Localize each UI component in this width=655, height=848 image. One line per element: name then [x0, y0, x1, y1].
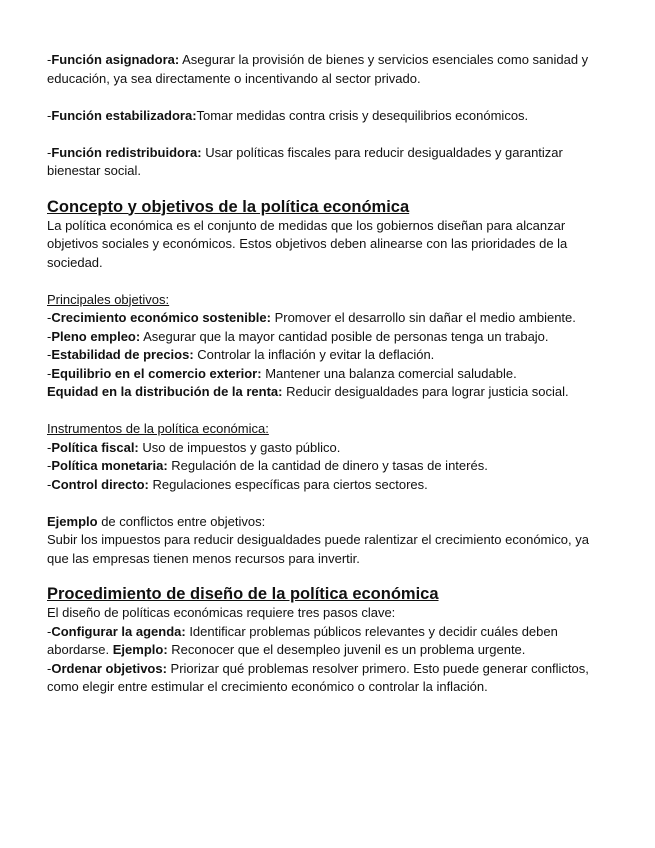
objetivo-item	[47, 309, 607, 328]
funcion-asignadora-text: Asegurar la provisión de bienes y servicios esenciales como sanidad y educación, ya sea directamente o incentivando al sector privado.	[47, 52, 589, 86]
ordenar-term: Ordenar objetivos:	[51, 660, 167, 676]
funcion-asignadora: -Función asignadora: Asegurar la provisión de bienes y servicios esenciales como sanidad y educación, ya sea directamente o incentivando al sector privado.	[47, 52, 589, 86]
objetivo-text: Controlar la inflación y evitar la deflación.	[193, 347, 435, 362]
ejemplo-text: Subir los impuestos para reducir desigualdades puede ralentizar el crecimiento económico, ya que las empresas tienen menos recursos para invertir.	[47, 532, 589, 566]
objetivo-prefix: -	[47, 347, 52, 362]
objetivo-text: Mantener una balanza comercial saludable.	[261, 365, 517, 381]
ejemplo-term: Ejemplo	[47, 513, 98, 529]
funcion-estabilizadora-term: Función estabilizadora:	[51, 107, 197, 123]
instrumento-item: -Control directo: Regulaciones específicas para ciertos sectores.	[47, 476, 428, 492]
objetivo-text: Reducir desigualdades para lograr justicia social.	[282, 384, 569, 399]
instrumento-text: Regulación de la cantidad de dinero y tasas de interés.	[167, 458, 488, 473]
objetivo-term: Equidad en la distribución de la renta:	[47, 384, 283, 399]
objetivo-prefix: -	[47, 365, 52, 381]
instrumento-term: Control directo:	[51, 476, 149, 492]
instrumento-term: Política monetaria:	[51, 458, 168, 473]
funcion-redistribuidora-term: Función redistribuidora:	[51, 144, 202, 160]
agenda-example-term: Ejemplo:	[112, 642, 168, 657]
objetivo-prefix: -	[47, 310, 52, 325]
instrumento-term: Política fiscal:	[51, 439, 139, 455]
objetivo-term: Crecimiento económico sostenible:	[51, 310, 271, 325]
objetivo-item	[47, 346, 607, 365]
instrumento-item: -Política monetaria: Regulación de la cantidad de dinero y tasas de interés.	[47, 458, 488, 473]
objetivo-item	[47, 328, 607, 347]
agenda-text: Identificar problemas públicos relevantes y decidir cuáles deben abordarse.	[47, 623, 558, 657]
funcion-estabilizadora: -Función estabilizadora:Tomar medidas contra crisis y desequilibrios económicos.	[47, 107, 529, 123]
paso-agenda: -Configurar la agenda: Identificar problemas públicos relevantes y decidir cuáles deben abordarse. Ejemplo: Reconocer que el desempleo juvenil es un problema urgente.	[47, 623, 558, 657]
concepto-heading: Concepto y objetivos de la política económica	[47, 197, 410, 216]
funcion-asignadora-term: Función asignadora:	[51, 52, 180, 67]
paso-ordenar: -Ordenar objetivos: Priorizar qué problemas resolver primero. Esto puede generar conflictos, como elegir entre estimular el crecimiento económico o controlar la inflación.	[47, 660, 589, 694]
instrumentos-title: Instrumentos de la política económica:	[47, 421, 269, 436]
objetivo-text: Promover el desarrollo sin dañar el medio ambiente.	[270, 310, 576, 325]
funcion-estabilizadora-text: Tomar medidas contra crisis y desequilibrios económicos.	[196, 107, 529, 123]
ejemplo-rest: de conflictos entre objetivos:	[97, 513, 266, 529]
document-page	[47, 51, 607, 697]
instrumento-item: -Política fiscal: Uso de impuestos y gasto público.	[47, 439, 341, 455]
funcion-redistribuidora-text: Usar políticas fiscales para reducir desigualdades y garantizar bienestar social.	[47, 144, 563, 178]
objetivo-text: Asegurar que la mayor cantidad posible de personas tenga un trabajo.	[140, 328, 549, 344]
objetivo-prefix: -	[47, 328, 52, 344]
ejemplo-line	[47, 513, 607, 532]
procedimiento-intro: El diseño de políticas económicas requiere tres pasos clave:	[47, 605, 396, 620]
objetivo-item	[47, 365, 607, 384]
agenda-term: Configurar la agenda:	[51, 623, 186, 639]
agenda-example-text: Reconocer que el desempleo juvenil es un problema urgente.	[167, 642, 526, 657]
ordenar-text: Priorizar qué problemas resolver primero. Esto puede generar conflictos, como elegir entre estimular el crecimiento económico o controlar la inflación.	[47, 660, 589, 694]
objetivo-term: Equilibrio en el comercio exterior:	[51, 365, 262, 381]
objetivo-term: Estabilidad de precios:	[51, 347, 194, 362]
objetivo-term: Pleno empleo:	[51, 328, 141, 344]
instrumento-text: Uso de impuestos y gasto público.	[138, 439, 341, 455]
concepto-paragraph: La política económica es el conjunto de medidas que los gobiernos diseñan para alcanzar objetivos sociales y económicos. Estos objetivos deben alinearse con las prioridades de la sociedad.	[47, 217, 568, 270]
instrumento-text: Regulaciones específicas para ciertos sectores.	[148, 476, 428, 492]
funcion-redistribuidora: -Función redistribuidora: Usar políticas fiscales para reducir desigualdades y garantizar bienestar social.	[47, 144, 563, 178]
objetivo-item	[47, 383, 607, 402]
procedimiento-heading: Procedimiento de diseño de la política económica	[47, 585, 439, 603]
objetivos-title: Principales objetivos:	[47, 291, 170, 307]
